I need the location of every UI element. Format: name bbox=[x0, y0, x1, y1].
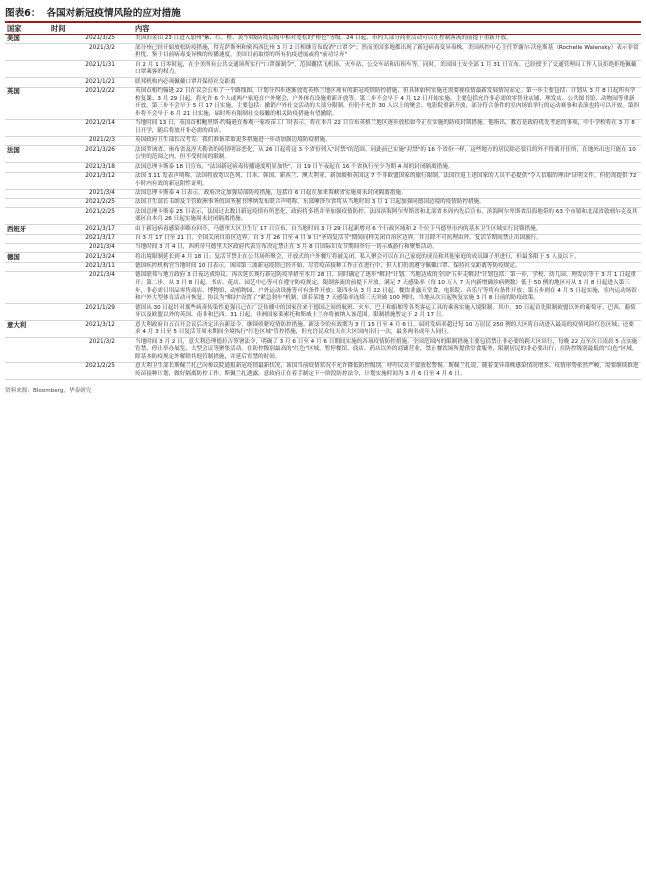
country-cell: 德国 bbox=[5, 253, 49, 262]
table-row bbox=[5, 78, 641, 87]
content-cell: 当地时间 13 日，英国首相鲍里斯·约翰逊在参观一家疫苗工厂时表示，将在本月 22 日宣布英格兰地区逐步放松如今正在实施的防疫封锁措施。他指出，教育是政府优先考虑的事项，中小学校将在 3 月 8 日开学，随后将放开非必需的商店。 bbox=[133, 119, 641, 136]
table-row bbox=[5, 146, 641, 163]
table-row bbox=[5, 172, 641, 189]
figure-title-text: 各国对新冠疫情风险的应对措施 bbox=[46, 7, 181, 19]
country-cell bbox=[5, 44, 49, 61]
country-cell: 西班牙 bbox=[5, 225, 49, 234]
table-row bbox=[5, 61, 641, 78]
content-cell: 法国总理卡斯泰 4 日表示，政府决定加强局部防疫措施，包括自 6 日起在加来海峡省实施周末封闭隔离措施。 bbox=[133, 189, 641, 198]
content-cell: 意大利政府自五百开会议后决定出台新法令，继续收紧疫情防控措施。新法令的有效期为 3 月 15 日至 4 月 6 日，届时发病率超过每 10 万居民 250 例的大区将自动进入最高的疫情风险红色区域；还要求 4 月 3 日至 5 日复活节周末期间全境执行"红色区域"管控措施，但允许民众每天在大区国内出行一次，最多两名成年人同行。 bbox=[133, 321, 641, 338]
date-cell: 2021/1/21 bbox=[49, 78, 133, 87]
content-cell: 自 3 月 17 日至 21 日，全国关闭自治区边界。自 3 月 26 日至 4 月 9 日"圣周复活节"期间同样关闭自治区边界。并且除不可抗理由外，复活节期间禁止出国旅行。 bbox=[133, 234, 641, 243]
country-cell bbox=[5, 338, 49, 363]
country-cell bbox=[5, 208, 49, 225]
content-cell: 法国总理卡斯泰 25 日表示，法国过去数日新冠疫情有所恶化，政府将多措并举加强疫情防控。法国滨海阿尔卑斯省和北部省本周内先后宣布，滨海阿尔卑斯省沿海地带的 63 个市镇和北部省敦刻尔克及其郊区自本月 26 日起实施周末封闭隔离措施。 bbox=[133, 208, 641, 225]
content-cell: 将出境限制延长到 4 月 18 日；复活节禁止在公共场所聚会，开放式的户外餐厅将被关闭，私人聚会可以在自己家庭的成员和其他家庭的成员圈子里进行，但最多限于 5 人及以下。 bbox=[133, 253, 641, 262]
country-cell: 意大利 bbox=[5, 321, 49, 338]
table-row bbox=[5, 253, 641, 262]
content-cell: 德国从 30 日起针对那些病毒传染性更强且已在广泛传播中的国家往来于德国之间的航班、火车、巴士和船舶等各类客运工具的乘客实施入境限制。其中，30 日起首先限制欧盟以外的葡萄牙、巴西、葡萄牙以及欧盟以外的英国、南非和巴西。31 日起，非洲国家莱索托和斯威士兰亦将被纳入该范围。限制措施暂定于 2 月 17 日。 bbox=[133, 304, 641, 321]
page bbox=[5, 3, 641, 394]
country-cell bbox=[5, 61, 49, 78]
content-cell: 当地时间 3 月 4 日，西班牙马德里大区政府代表宣布决定禁止在 3 月 8 日国际妇女节期间举行一切示威游行和聚集活动。 bbox=[133, 243, 641, 252]
table-row bbox=[5, 225, 641, 234]
table-row bbox=[5, 262, 641, 271]
country-cell bbox=[5, 272, 49, 304]
table-row bbox=[5, 272, 641, 304]
date-cell: 2021/3/4 bbox=[49, 189, 133, 198]
content-cell: 由于新冠病毒感染率略有回升，马德里大区卫生厅 17 日宣布，自当地时间 3 月 29 日起新增对 6 个行政区域和 2 个位于马德里市内的基本卫生区域实行封锁措施。 bbox=[133, 225, 641, 234]
table-row bbox=[5, 321, 641, 338]
content-cell: 英国政府卫生部长汉考克：我们准备采取更多措施进一步动加强边境防疫措施。 bbox=[133, 136, 641, 145]
date-cell: 2021/2/25 bbox=[49, 362, 133, 379]
table-row bbox=[5, 35, 641, 44]
table-row bbox=[5, 163, 641, 172]
date-cell: 2021/1/31 bbox=[49, 61, 133, 78]
table-body bbox=[5, 35, 641, 380]
figure-title bbox=[5, 3, 641, 20]
content-cell: 当地时间 3 月 2 日，意大利总理德拉吉签署法令，明确了 3 月 6 日至 4 月 6 日期间实施的各项疫情防控措施。全国范围内的限制措施主要包括禁止非必要的跨大区出行，每晚 22 点至次日凌晨 5 点实施宵禁，停止举办展览、大型会议等聚集活动。在防控级别最高的"红色"区域，暂停餐馆、商店、药店以外的商铺营业，禁止餐饮场所提供堂食服务，限制居民的非必要出行；在防控级别最低的"白色"区域，除基本防疫规定外解除其他管制措施，并延后宵禁的时间。 bbox=[133, 338, 641, 363]
content-cell: 德国疾控机构官当地时间 10 日表示，该国第三波新冠疫情已经开始，尽管疫苗接种工作正在进行中，但人们仍需遵守佩戴口罩、保持社交距离等防疫规定。 bbox=[133, 262, 641, 271]
content-cell: 法国罗讷省、奥布省及涅夫勒省的疫情明显恶化，从 26 日起将这 3 个省份列入"封禁"的范围。同此前已实施"封禁"的 16 个省份一样，这些地方的居民除必要目的外不得离开住所，在地外出也只能在 10 公里的范围之内，但不受时间的限制。 bbox=[133, 146, 641, 163]
table-row bbox=[5, 44, 641, 61]
content-cell: 美国旧金山 23 日进入加州"紫、红、橙、黄"四级防疫层级中相对宽松的"橙色"等级。24 日起，市内大部分商业活动可以在控制客流的前提下重新开放。 bbox=[133, 35, 641, 44]
date-cell: 2021/3/18 bbox=[49, 163, 133, 172]
country-cell: 英国 bbox=[5, 87, 49, 119]
table-row bbox=[5, 136, 641, 145]
date-cell: 2021/3/25 bbox=[49, 35, 133, 44]
date-cell: 2021/1/29 bbox=[49, 304, 133, 321]
country-cell bbox=[5, 234, 49, 243]
date-cell: 2021/3/17 bbox=[49, 225, 133, 234]
date-cell: 2021/3/24 bbox=[49, 253, 133, 262]
table-row bbox=[5, 198, 641, 207]
header-country: 国家 bbox=[5, 23, 49, 35]
date-cell: 2021/2/22 bbox=[49, 87, 133, 119]
country-cell: 法国 bbox=[5, 146, 49, 163]
date-cell: 2021/3/17 bbox=[49, 234, 133, 243]
date-cell: 2021/3/11 bbox=[49, 262, 133, 271]
table-row bbox=[5, 87, 641, 119]
table-row bbox=[5, 304, 641, 321]
country-cell bbox=[5, 172, 49, 189]
table-row bbox=[5, 234, 641, 243]
header-content: 内容 bbox=[133, 23, 641, 35]
country-cell bbox=[5, 304, 49, 321]
table-row bbox=[5, 189, 641, 198]
table-header bbox=[5, 23, 641, 35]
content-cell: 联邦机构内必须佩戴口罩并保持社交距离 bbox=[133, 78, 641, 87]
content-cell: 意大利卫生部长斯佩兰扎已向参议院通报新冠疫情最新状况，该国当前疫情状况不允许降低防控级别，呼吁民众不要放松警惕。斯佩兰扎说，随着变异毒株感染情况增多，疫情形势依然严峻，需要继续推进疫苗接种计划，做好隔离防控工作。斯佩兰扎透露，意政府正在着手制定下一阶段防控法令，计划实施时间为 3 月 6 日至 4 月 6 日。 bbox=[133, 362, 641, 379]
content-cell: 法国 3.11 发表声明称，法国将放宽以色列、日本、韩国、新西兰、澳大利亚、新加坡和英国这 7 个非欧盟国家的旅行限制。法国往返上述国家的人员不必提供"令人信服的理由"证明文件，但仍需提供 72 小时内有效的新冠阴性证明。 bbox=[133, 172, 641, 189]
date-cell: 2021/2/14 bbox=[49, 119, 133, 136]
table-row bbox=[5, 243, 641, 252]
table-row bbox=[5, 338, 641, 363]
content-cell: 部分州已经开始放松防疫措施，得克萨斯州和密西西比州 3 月 2 日相继宣布取消"口罩令"；然而美国多地都出现了新冠病毒变异毒株，美国疾控中心主任罗谢尔·沃伦斯基（Rochelle Walensky）表示非常担忧。鉴于目前病毒变异株的传播速度，美国目前取得的所有抗疫进展或将"前功尽弃" bbox=[133, 44, 641, 61]
content-cell: 法国总理卡斯泰 18 日宣布，"法国新冠病毒传播速度明显加快"，自 19 日午夜起在 16 个省执行至少为期 4 周的封闭隔离措施。 bbox=[133, 163, 641, 172]
country-cell: 美国 bbox=[5, 35, 49, 44]
country-cell bbox=[5, 136, 49, 145]
date-cell: 2021/3/26 bbox=[49, 146, 133, 163]
country-cell bbox=[5, 262, 49, 271]
table-row bbox=[5, 208, 641, 225]
date-cell: 2021/3/4 bbox=[49, 243, 133, 252]
figure-number: 图表6： bbox=[5, 7, 41, 19]
content-cell: 德国联邦与地方政府 3 日夜达成协议，再次延长现行新冠防疫举措至本月 28 日，同时确定了逐步"解封"计划，当地达成的全国"五步走解封"计划包括：第一步，学校、幼儿园、理发店等于 3 月 1 日起重开；第二步，从 3 月 8 日起，书店、花店、园艺中心等可在遵守防疫规定、限制客流的前提下开放。满足 7 天感染率（每 10 万人 7 天内新增确诊病例数）低于 50 例的地区可从 3 月 8 日起进入第三步，非必需日用品零售商店、博物馆、动植物园、户外运动设施等可有条件开放；第四步从 3 月 22 日起，餐饮业露天堂食、电影院、音乐厅等将有条件开放；第五步则在 4 月 5 日起实施，室内运动场馆和户外大型体育活动可恢复。协议为"解封"设置了"紧急刹车"机制，即若某地 7 天感染率连续三天突破 100 例时，当地从次日起恢复实施 3 月 8 日前的防疫政策。 bbox=[133, 272, 641, 304]
date-cell: 2021/2/25 bbox=[49, 198, 133, 207]
country-cell bbox=[5, 362, 49, 379]
content-cell: 法国卫生部长韦朗及主管欧洲事务的国务秘书博纳发布联合声明称，东部摩泽尔省将从当地时间 3 月 1 日起加强同德国边境的疫情防控措施。 bbox=[133, 198, 641, 207]
table-row bbox=[5, 362, 641, 379]
country-cell bbox=[5, 119, 49, 136]
date-cell: 2021/3/2 bbox=[49, 338, 133, 363]
table-row bbox=[5, 119, 641, 136]
source-note: 资料来源：Bloomberg，华泰研究 bbox=[5, 387, 92, 394]
header-date: 时间 bbox=[49, 23, 133, 35]
country-cell bbox=[5, 243, 49, 252]
country-cell bbox=[5, 189, 49, 198]
date-cell: 2021/3/12 bbox=[49, 172, 133, 189]
date-cell: 2021/2/25 bbox=[49, 208, 133, 225]
date-cell: 2021/3/2 bbox=[49, 44, 133, 61]
country-cell bbox=[5, 198, 49, 207]
country-cell bbox=[5, 163, 49, 172]
content-cell: 自 2 月 1 日零时起，在全美所有公共交通场所实行"口罩强制令"，范围囊括飞机场、火车站、公交车站和出租车等。同时，美国国土安全部 1 月 31 日宣布，已经授予了交通管理局工作人员拒绝拒绝佩戴口罩乘客的权力。 bbox=[133, 61, 641, 78]
content-cell: 英国首相约翰逊 22 日在议会公布了一个路线图，计划分四步逐渐放宽英格兰地区现有的新冠疫情防控措施，但具体如何实施还需要视疫情最新发展情况而定。第一步主要包括：计划从 3 月 8 日起所有学校复课；3 月 29 日起，将允许 6 个人或两户家庭在户外聚会，户外体育设施重新开放等。第二步不会早于 4 月 12 日开始实施，主要包括允许非必需的零售业店铺、理发店、公共图书馆、动物园等重新开放。第三步不会早于 5 月 17 日实施，主要包括：撤销户外社交活动的大部分限制，但仍不允许 30 人以上的聚会。电影院重新开放，部分符合条件的室内场馆举行的运动赛事和表演也将可以开放。第四步将不会早于 6 月 21 日实施，届时所有限制社交接触的相关防疫措施有望撤除。 bbox=[133, 87, 641, 119]
measures-table bbox=[5, 23, 641, 380]
country-cell bbox=[5, 78, 49, 87]
date-cell: 2021/3/4 bbox=[49, 272, 133, 304]
date-cell: 2021/2/3 bbox=[49, 136, 133, 145]
date-cell: 2021/3/12 bbox=[49, 321, 133, 338]
